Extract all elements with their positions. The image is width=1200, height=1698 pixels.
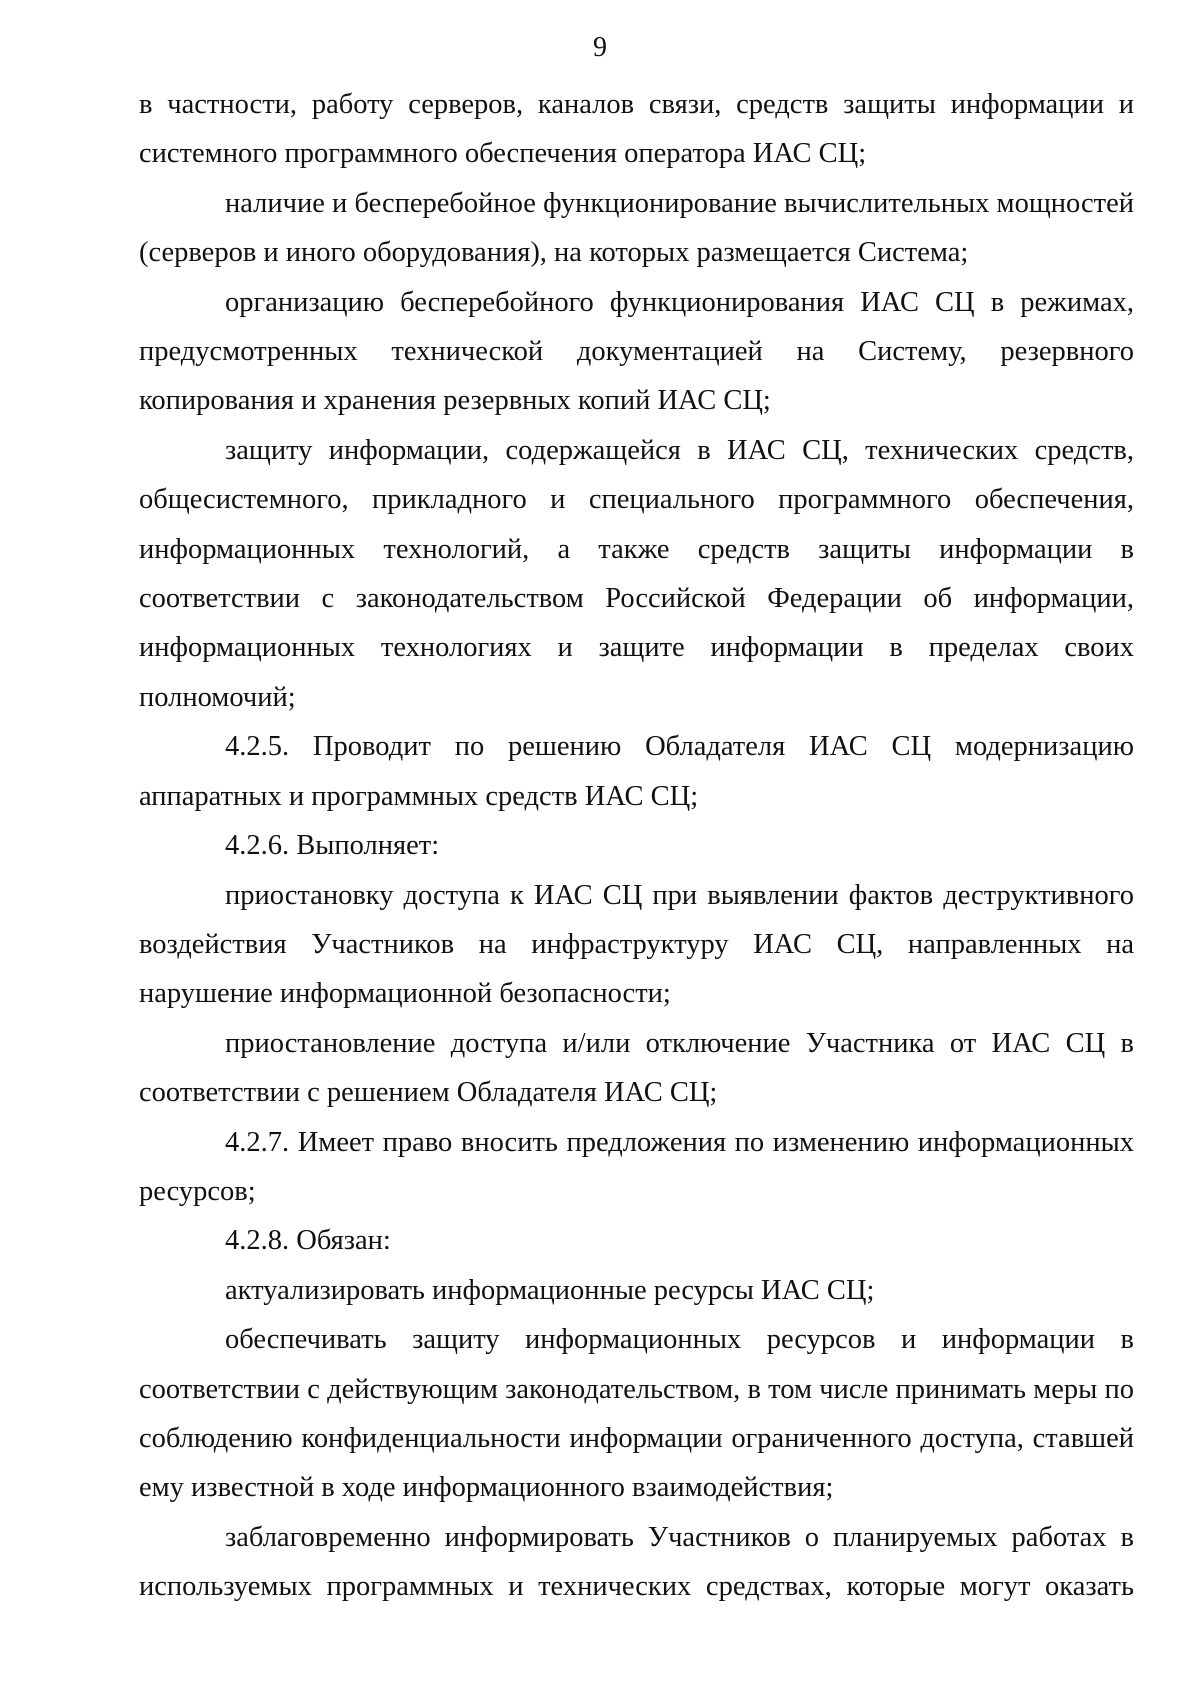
paragraph: защиту информации, содержащейся в ИАС СЦ, технических средств, общесистемного, прикладного и специального программного обеспечения, информационных технологий, а также средств защиты информации в соответствии с законодательством Российской Федерации об информации, информационных технологиях и защите информации в пределах своих полномочий; bbox=[139, 434, 1134, 713]
paragraph: в частности, работу серверов, каналов связи, средств защиты информации и системного программного обеспечения оператора ИАС СЦ; bbox=[139, 89, 1134, 170]
paragraph: обеспечивать защиту информационных ресурсов и информации в соответствии с действующим законодательством, в том числе принимать меры по соблюдению конфиденциальности информации ограниченного доступа, ставшей ему известной в ходе информационного взаимодействия; bbox=[139, 1324, 1134, 1504]
paragraph-clause-4-2-8: 4.2.8. Обязан: bbox=[225, 1225, 391, 1257]
paragraph-clause-4-2-6: 4.2.6. Выполняет: bbox=[225, 830, 440, 862]
paragraph-clause-4-2-5: 4.2.5. Проводит по решению Обладателя ИАС СЦ модернизацию аппаратных и программных средств ИАС СЦ; bbox=[139, 731, 1134, 812]
paragraph: приостановление доступа и/или отключение Участника от ИАС СЦ в соответствии с решением Обладателя ИАС СЦ; bbox=[139, 1027, 1134, 1109]
paragraph: приостановку доступа к ИАС СЦ при выявлении фактов деструктивного воздействия Участников на инфраструктуру ИАС СЦ, направленных на нарушение информационной безопасности; bbox=[139, 879, 1134, 1010]
document-body bbox=[139, 80, 1134, 1612]
paragraph-clause-4-2-7: 4.2.7. Имеет право вносить предложения по изменению информационных ресурсов; bbox=[139, 1126, 1134, 1207]
page-number: 9 bbox=[593, 32, 607, 63]
paragraph: заблаговременно информировать Участников о планируемых работах в используемых программных и технических средствах, которые могут оказать bbox=[139, 1521, 1134, 1603]
paragraph: организацию бесперебойного функционирования ИАС СЦ в режимах, предусмотренных технической документацией на Систему, резервного копирования и хранения резервных копий ИАС СЦ; bbox=[139, 286, 1134, 417]
paragraph: актуализировать информационные ресурсы ИАС СЦ; bbox=[225, 1274, 875, 1306]
paragraph: наличие и бесперебойное функционирование вычислительных мощностей (серверов и иного оборудования), на которых размещается Система; bbox=[139, 187, 1134, 269]
